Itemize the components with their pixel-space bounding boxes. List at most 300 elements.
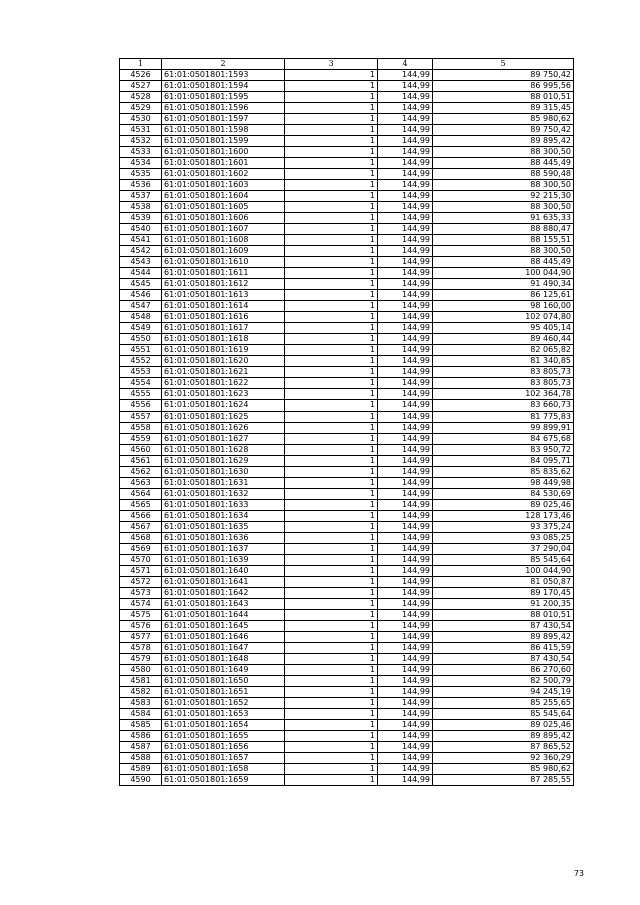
- table-row: [120, 554, 574, 565]
- table-row: [120, 455, 574, 466]
- area-cell: 144,99: [378, 114, 433, 125]
- row-number-cell: 4545: [120, 279, 162, 290]
- count-cell: 1: [285, 334, 378, 345]
- cadastral-number-cell: 61:01:0501801:1631: [162, 477, 285, 488]
- count-cell: 1: [285, 158, 378, 169]
- row-number-cell: 4542: [120, 246, 162, 257]
- row-number-cell: 4572: [120, 576, 162, 587]
- cadastral-number-cell: 61:01:0501801:1640: [162, 565, 285, 576]
- row-number-cell: 4579: [120, 653, 162, 664]
- area-cell: 144,99: [378, 697, 433, 708]
- cadastral-number-cell: 61:01:0501801:1659: [162, 775, 285, 786]
- cadastral-number-cell: 61:01:0501801:1593: [162, 70, 285, 81]
- count-cell: 1: [285, 764, 378, 775]
- count-cell: 1: [285, 202, 378, 213]
- row-number-cell: 4532: [120, 136, 162, 147]
- cadastral-number-cell: 61:01:0501801:1641: [162, 576, 285, 587]
- area-cell: 144,99: [378, 70, 433, 81]
- area-cell: 144,99: [378, 356, 433, 367]
- cadastral-number-cell: 61:01:0501801:1617: [162, 323, 285, 334]
- table-row: [120, 257, 574, 268]
- value-cell: 87 430,54: [433, 620, 574, 631]
- table-row: [120, 510, 574, 521]
- area-cell: 144,99: [378, 752, 433, 763]
- table-row: [120, 345, 574, 356]
- cadastral-number-cell: 61:01:0501801:1611: [162, 268, 285, 279]
- row-number-cell: 4569: [120, 543, 162, 554]
- cadastral-number-cell: 61:01:0501801:1621: [162, 367, 285, 378]
- row-number-cell: 4563: [120, 477, 162, 488]
- area-cell: 144,99: [378, 268, 433, 279]
- value-cell: 82 065,82: [433, 345, 574, 356]
- table-row: [120, 389, 574, 400]
- row-number-cell: 4584: [120, 708, 162, 719]
- table-row: [120, 158, 574, 169]
- area-cell: 144,99: [378, 532, 433, 543]
- table-row: [120, 235, 574, 246]
- table-row: [120, 202, 574, 213]
- table-row: [120, 301, 574, 312]
- cadastral-number-cell: 61:01:0501801:1649: [162, 664, 285, 675]
- row-number-cell: 4534: [120, 158, 162, 169]
- value-cell: 91 635,33: [433, 213, 574, 224]
- value-cell: 88 010,51: [433, 609, 574, 620]
- row-number-cell: 4548: [120, 312, 162, 323]
- row-number-cell: 4567: [120, 521, 162, 532]
- cadastral-number-cell: 61:01:0501801:1606: [162, 213, 285, 224]
- area-cell: 144,99: [378, 576, 433, 587]
- area-cell: 144,99: [378, 488, 433, 499]
- row-number-cell: 4554: [120, 378, 162, 389]
- value-cell: 85 835,62: [433, 466, 574, 477]
- count-cell: 1: [285, 620, 378, 631]
- count-cell: 1: [285, 576, 378, 587]
- area-cell: 144,99: [378, 257, 433, 268]
- page-number: 73: [573, 869, 584, 878]
- count-cell: 1: [285, 323, 378, 334]
- count-cell: 1: [285, 356, 378, 367]
- cadastral-number-cell: 61:01:0501801:1650: [162, 675, 285, 686]
- count-cell: 1: [285, 554, 378, 565]
- count-cell: 1: [285, 730, 378, 741]
- area-cell: 144,99: [378, 642, 433, 653]
- table-row: [120, 609, 574, 620]
- value-cell: 84 530,69: [433, 488, 574, 499]
- count-cell: 1: [285, 169, 378, 180]
- value-cell: 91 490,34: [433, 279, 574, 290]
- value-cell: 81 050,87: [433, 576, 574, 587]
- count-cell: 1: [285, 708, 378, 719]
- count-cell: 1: [285, 279, 378, 290]
- cadastral-number-cell: 61:01:0501801:1624: [162, 400, 285, 411]
- table-row: [120, 477, 574, 488]
- table-row: [120, 521, 574, 532]
- area-cell: 144,99: [378, 631, 433, 642]
- table-row: [120, 422, 574, 433]
- table-row: [120, 752, 574, 763]
- value-cell: 88 445,49: [433, 257, 574, 268]
- table-row: [120, 334, 574, 345]
- row-number-cell: 4578: [120, 642, 162, 653]
- cadastral-number-cell: 61:01:0501801:1608: [162, 235, 285, 246]
- count-cell: 1: [285, 565, 378, 576]
- row-number-cell: 4568: [120, 532, 162, 543]
- column-header-1: 1: [120, 59, 162, 70]
- cadastral-number-cell: 61:01:0501801:1623: [162, 389, 285, 400]
- count-cell: 1: [285, 444, 378, 455]
- count-cell: 1: [285, 499, 378, 510]
- cadastral-number-cell: 61:01:0501801:1634: [162, 510, 285, 521]
- area-cell: 144,99: [378, 169, 433, 180]
- area-cell: 144,99: [378, 422, 433, 433]
- count-cell: 1: [285, 268, 378, 279]
- row-number-cell: 4557: [120, 411, 162, 422]
- area-cell: 144,99: [378, 180, 433, 191]
- table-row: [120, 675, 574, 686]
- cadastral-number-cell: 61:01:0501801:1604: [162, 191, 285, 202]
- table-row: [120, 686, 574, 697]
- area-cell: 144,99: [378, 345, 433, 356]
- cadastral-number-cell: 61:01:0501801:1635: [162, 521, 285, 532]
- table-row: [120, 764, 574, 775]
- cadastral-number-cell: 61:01:0501801:1613: [162, 290, 285, 301]
- count-cell: 1: [285, 598, 378, 609]
- value-cell: 92 215,30: [433, 191, 574, 202]
- cadastral-number-cell: 61:01:0501801:1628: [162, 444, 285, 455]
- table-row: [120, 180, 574, 191]
- count-cell: 1: [285, 543, 378, 554]
- value-cell: 89 460,44: [433, 334, 574, 345]
- value-cell: 86 995,56: [433, 81, 574, 92]
- row-number-cell: 4543: [120, 257, 162, 268]
- value-cell: 95 405,14: [433, 323, 574, 334]
- table-row: [120, 224, 574, 235]
- area-cell: 144,99: [378, 191, 433, 202]
- row-number-cell: 4573: [120, 587, 162, 598]
- count-cell: 1: [285, 642, 378, 653]
- area-cell: 144,99: [378, 103, 433, 114]
- value-cell: 83 660,73: [433, 400, 574, 411]
- row-number-cell: 4562: [120, 466, 162, 477]
- value-cell: 81 340,85: [433, 356, 574, 367]
- row-number-cell: 4590: [120, 775, 162, 786]
- area-cell: 144,99: [378, 312, 433, 323]
- row-number-cell: 4558: [120, 422, 162, 433]
- row-number-cell: 4580: [120, 664, 162, 675]
- value-cell: 85 255,65: [433, 697, 574, 708]
- data-table: [119, 58, 574, 786]
- value-cell: 87 430,54: [433, 653, 574, 664]
- value-cell: 87 285,55: [433, 775, 574, 786]
- table-row: [120, 708, 574, 719]
- table-row: [120, 114, 574, 125]
- cadastral-number-cell: 61:01:0501801:1633: [162, 499, 285, 510]
- area-cell: 144,99: [378, 246, 433, 257]
- count-cell: 1: [285, 235, 378, 246]
- area-cell: 144,99: [378, 279, 433, 290]
- column-header-5: 5: [433, 59, 574, 70]
- cadastral-number-cell: 61:01:0501801:1646: [162, 631, 285, 642]
- table-row: [120, 290, 574, 301]
- table-row: [120, 697, 574, 708]
- count-cell: 1: [285, 103, 378, 114]
- area-cell: 144,99: [378, 433, 433, 444]
- value-cell: 94 245,19: [433, 686, 574, 697]
- area-cell: 144,99: [378, 708, 433, 719]
- area-cell: 144,99: [378, 301, 433, 312]
- table-header: [120, 59, 574, 70]
- value-cell: 89 170,45: [433, 587, 574, 598]
- area-cell: 144,99: [378, 620, 433, 631]
- table-row: [120, 367, 574, 378]
- table-row: [120, 466, 574, 477]
- cadastral-number-cell: 61:01:0501801:1614: [162, 301, 285, 312]
- area-cell: 144,99: [378, 455, 433, 466]
- cadastral-number-cell: 61:01:0501801:1616: [162, 312, 285, 323]
- count-cell: 1: [285, 719, 378, 730]
- count-cell: 1: [285, 92, 378, 103]
- cadastral-number-cell: 61:01:0501801:1642: [162, 587, 285, 598]
- cadastral-number-cell: 61:01:0501801:1639: [162, 554, 285, 565]
- row-number-cell: 4546: [120, 290, 162, 301]
- row-number-cell: 4536: [120, 180, 162, 191]
- row-number-cell: 4556: [120, 400, 162, 411]
- cadastral-number-cell: 61:01:0501801:1657: [162, 752, 285, 763]
- table-row: [120, 246, 574, 257]
- table-row: [120, 587, 574, 598]
- value-cell: 98 160,00: [433, 301, 574, 312]
- value-cell: 85 980,62: [433, 114, 574, 125]
- column-header-2: 2: [162, 59, 285, 70]
- count-cell: 1: [285, 345, 378, 356]
- cadastral-number-cell: 61:01:0501801:1655: [162, 730, 285, 741]
- row-number-cell: 4565: [120, 499, 162, 510]
- table-row: [120, 378, 574, 389]
- row-number-cell: 4544: [120, 268, 162, 279]
- row-number-cell: 4574: [120, 598, 162, 609]
- count-cell: 1: [285, 147, 378, 158]
- area-cell: 144,99: [378, 235, 433, 246]
- table-row: [120, 356, 574, 367]
- row-number-cell: 4555: [120, 389, 162, 400]
- count-cell: 1: [285, 477, 378, 488]
- table-row: [120, 719, 574, 730]
- table-row: [120, 125, 574, 136]
- area-cell: 144,99: [378, 664, 433, 675]
- area-cell: 144,99: [378, 730, 433, 741]
- row-number-cell: 4564: [120, 488, 162, 499]
- row-number-cell: 4576: [120, 620, 162, 631]
- count-cell: 1: [285, 114, 378, 125]
- table-row: [120, 323, 574, 334]
- count-cell: 1: [285, 697, 378, 708]
- table-row: [120, 213, 574, 224]
- value-cell: 86 415,59: [433, 642, 574, 653]
- cadastral-number-cell: 61:01:0501801:1619: [162, 345, 285, 356]
- row-number-cell: 4560: [120, 444, 162, 455]
- count-cell: 1: [285, 609, 378, 620]
- row-number-cell: 4526: [120, 70, 162, 81]
- area-cell: 144,99: [378, 378, 433, 389]
- area-cell: 144,99: [378, 125, 433, 136]
- table-row: [120, 312, 574, 323]
- row-number-cell: 4537: [120, 191, 162, 202]
- table-row: [120, 730, 574, 741]
- value-cell: 85 980,62: [433, 764, 574, 775]
- area-cell: 144,99: [378, 477, 433, 488]
- row-number-cell: 4538: [120, 202, 162, 213]
- cadastral-number-cell: 61:01:0501801:1618: [162, 334, 285, 345]
- cadastral-number-cell: 61:01:0501801:1596: [162, 103, 285, 114]
- row-number-cell: 4530: [120, 114, 162, 125]
- cadastral-number-cell: 61:01:0501801:1647: [162, 642, 285, 653]
- cadastral-number-cell: 61:01:0501801:1625: [162, 411, 285, 422]
- value-cell: 86 270,60: [433, 664, 574, 675]
- cadastral-number-cell: 61:01:0501801:1612: [162, 279, 285, 290]
- cadastral-number-cell: 61:01:0501801:1622: [162, 378, 285, 389]
- value-cell: 89 025,46: [433, 499, 574, 510]
- value-cell: 89 315,45: [433, 103, 574, 114]
- row-number-cell: 4588: [120, 752, 162, 763]
- table-row: [120, 411, 574, 422]
- cadastral-number-cell: 61:01:0501801:1627: [162, 433, 285, 444]
- row-number-cell: 4539: [120, 213, 162, 224]
- table-body: [120, 70, 574, 786]
- cadastral-number-cell: 61:01:0501801:1648: [162, 653, 285, 664]
- row-number-cell: 4561: [120, 455, 162, 466]
- column-header-3: 3: [285, 59, 378, 70]
- cadastral-number-cell: 61:01:0501801:1645: [162, 620, 285, 631]
- header-row: [120, 59, 574, 70]
- count-cell: 1: [285, 488, 378, 499]
- column-header-4: 4: [378, 59, 433, 70]
- area-cell: 144,99: [378, 81, 433, 92]
- table-row: [120, 92, 574, 103]
- value-cell: 88 445,49: [433, 158, 574, 169]
- count-cell: 1: [285, 125, 378, 136]
- table-row: [120, 400, 574, 411]
- table-row: [120, 103, 574, 114]
- cadastral-number-cell: 61:01:0501801:1637: [162, 543, 285, 554]
- cadastral-number-cell: 61:01:0501801:1654: [162, 719, 285, 730]
- cadastral-number-cell: 61:01:0501801:1607: [162, 224, 285, 235]
- table-row: [120, 169, 574, 180]
- table-row: [120, 631, 574, 642]
- value-cell: 83 950,72: [433, 444, 574, 455]
- area-cell: 144,99: [378, 334, 433, 345]
- cadastral-number-cell: 61:01:0501801:1636: [162, 532, 285, 543]
- value-cell: 102 364,78: [433, 389, 574, 400]
- cadastral-number-cell: 61:01:0501801:1609: [162, 246, 285, 257]
- count-cell: 1: [285, 686, 378, 697]
- table-row: [120, 664, 574, 675]
- row-number-cell: 4575: [120, 609, 162, 620]
- table-row: [120, 444, 574, 455]
- table-row: [120, 70, 574, 81]
- count-cell: 1: [285, 664, 378, 675]
- table-row: [120, 191, 574, 202]
- value-cell: 100 044,90: [433, 565, 574, 576]
- area-cell: 144,99: [378, 554, 433, 565]
- row-number-cell: 4547: [120, 301, 162, 312]
- area-cell: 144,99: [378, 587, 433, 598]
- value-cell: 86 125,61: [433, 290, 574, 301]
- count-cell: 1: [285, 257, 378, 268]
- table-row: [120, 433, 574, 444]
- value-cell: 82 500,79: [433, 675, 574, 686]
- area-cell: 144,99: [378, 213, 433, 224]
- cadastral-number-cell: 61:01:0501801:1626: [162, 422, 285, 433]
- area-cell: 144,99: [378, 719, 433, 730]
- table-row: [120, 499, 574, 510]
- area-cell: 144,99: [378, 686, 433, 697]
- area-cell: 144,99: [378, 764, 433, 775]
- cadastral-number-cell: 61:01:0501801:1594: [162, 81, 285, 92]
- cadastral-number-cell: 61:01:0501801:1620: [162, 356, 285, 367]
- cadastral-number-cell: 61:01:0501801:1598: [162, 125, 285, 136]
- table-row: [120, 741, 574, 752]
- value-cell: 89 895,42: [433, 136, 574, 147]
- count-cell: 1: [285, 213, 378, 224]
- value-cell: 85 545,64: [433, 554, 574, 565]
- value-cell: 88 880,47: [433, 224, 574, 235]
- count-cell: 1: [285, 653, 378, 664]
- count-cell: 1: [285, 367, 378, 378]
- area-cell: 144,99: [378, 202, 433, 213]
- value-cell: 98 449,98: [433, 477, 574, 488]
- value-cell: 89 750,42: [433, 70, 574, 81]
- cadastral-number-cell: 61:01:0501801:1632: [162, 488, 285, 499]
- row-number-cell: 4553: [120, 367, 162, 378]
- value-cell: 85 545,64: [433, 708, 574, 719]
- count-cell: 1: [285, 422, 378, 433]
- value-cell: 87 865,52: [433, 741, 574, 752]
- table-row: [120, 279, 574, 290]
- count-cell: 1: [285, 466, 378, 477]
- table-row: [120, 620, 574, 631]
- count-cell: 1: [285, 191, 378, 202]
- area-cell: 144,99: [378, 653, 433, 664]
- value-cell: 88 300,50: [433, 202, 574, 213]
- cadastral-number-cell: 61:01:0501801:1653: [162, 708, 285, 719]
- area-cell: 144,99: [378, 466, 433, 477]
- row-number-cell: 4589: [120, 764, 162, 775]
- value-cell: 89 895,42: [433, 730, 574, 741]
- count-cell: 1: [285, 411, 378, 422]
- value-cell: 88 300,50: [433, 147, 574, 158]
- table-row: [120, 653, 574, 664]
- cadastral-number-cell: 61:01:0501801:1656: [162, 741, 285, 752]
- count-cell: 1: [285, 389, 378, 400]
- row-number-cell: 4583: [120, 697, 162, 708]
- cadastral-number-cell: 61:01:0501801:1595: [162, 92, 285, 103]
- row-number-cell: 4581: [120, 675, 162, 686]
- cadastral-number-cell: 61:01:0501801:1644: [162, 609, 285, 620]
- value-cell: 89 750,42: [433, 125, 574, 136]
- table-row: [120, 565, 574, 576]
- table-row: [120, 775, 574, 786]
- area-cell: 144,99: [378, 499, 433, 510]
- area-cell: 144,99: [378, 224, 433, 235]
- cadastral-number-cell: 61:01:0501801:1603: [162, 180, 285, 191]
- cadastral-number-cell: 61:01:0501801:1599: [162, 136, 285, 147]
- value-cell: 93 375,24: [433, 521, 574, 532]
- value-cell: 100 044,90: [433, 268, 574, 279]
- cadastral-number-cell: 61:01:0501801:1643: [162, 598, 285, 609]
- cadastral-number-cell: 61:01:0501801:1658: [162, 764, 285, 775]
- cadastral-number-cell: 61:01:0501801:1652: [162, 697, 285, 708]
- table-row: [120, 488, 574, 499]
